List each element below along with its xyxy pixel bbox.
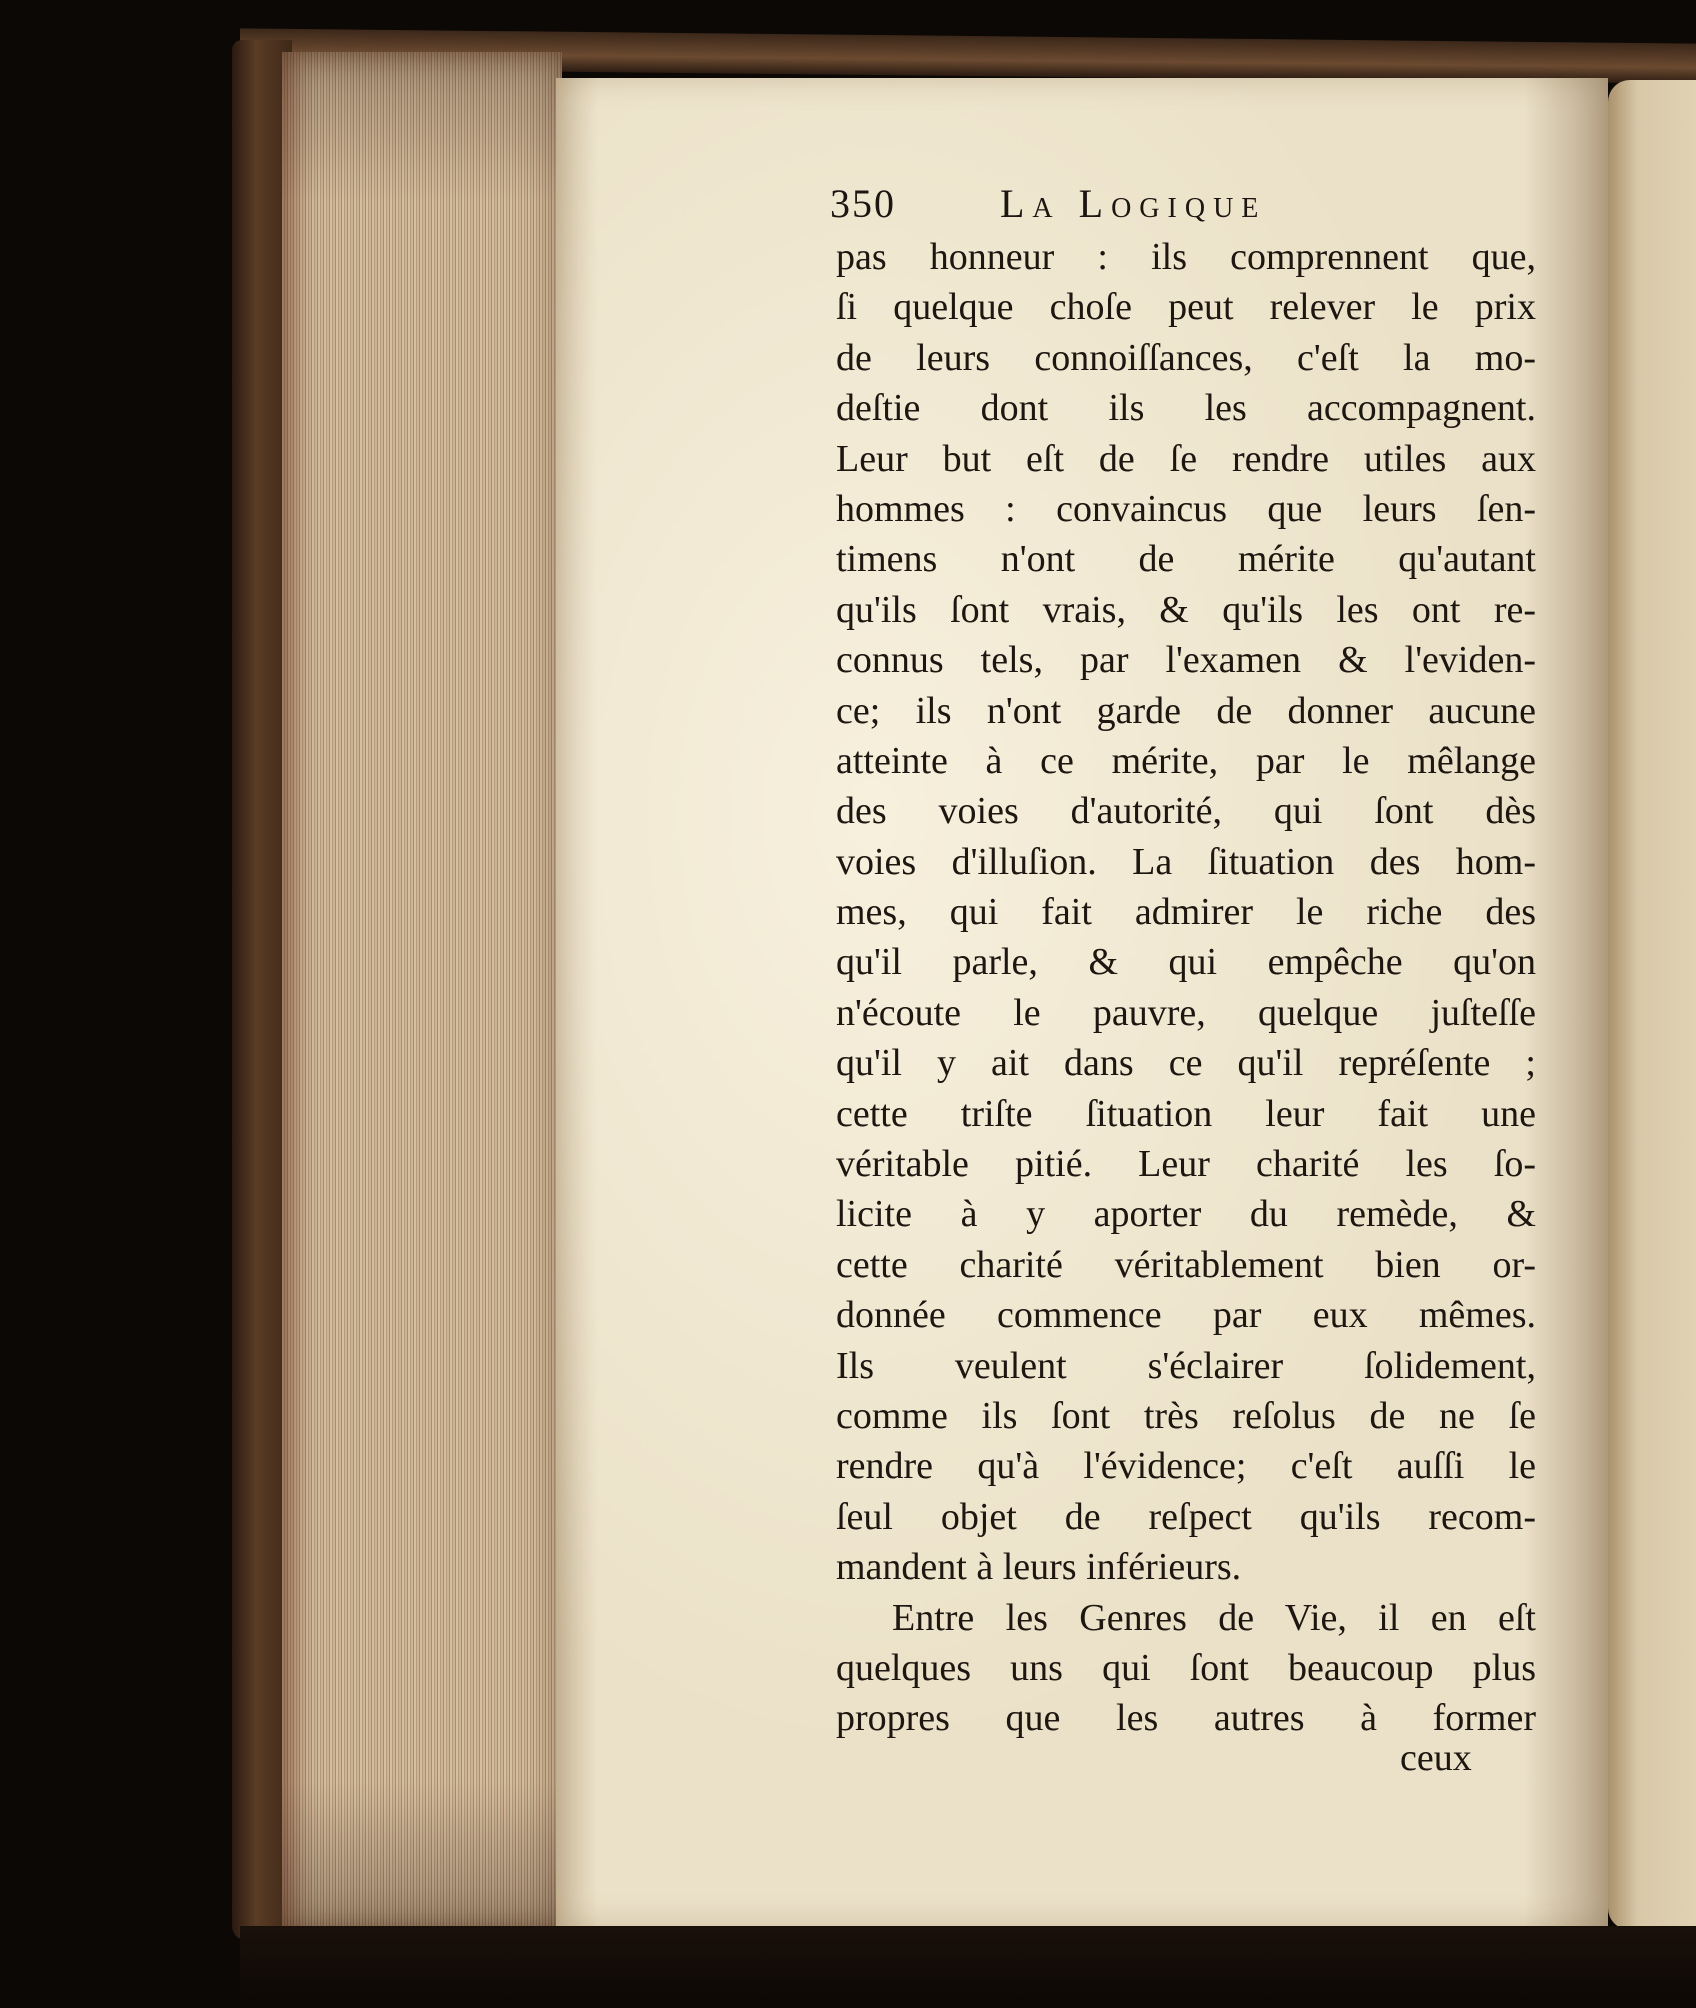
text-line: n'écoute le pauvre, quelque juſteſſe <box>836 991 1536 1034</box>
text-line: cette charité véritablement bien or- <box>836 1243 1536 1286</box>
text-line: ſi quelque choſe peut relever le prix <box>836 286 1536 329</box>
text-line: qu'il y ait dans ce qu'il repréſente ; <box>836 1042 1536 1085</box>
text-line: Entre les Genres de Vie, il en eſt <box>892 1596 1536 1639</box>
text-line: véritable pitié. Leur charité les ſo- <box>836 1143 1536 1186</box>
text-line: atteinte à ce mérite, par le mêlange <box>836 739 1536 782</box>
text-line: des voies d'autorité, qui ſont dès <box>836 790 1536 833</box>
text-line: comme ils ſont très reſolus de ne ſe <box>836 1394 1536 1437</box>
text-line: ce; ils n'ont garde de donner aucune <box>836 689 1536 732</box>
text-line: mes, qui fait admirer le riche des <box>836 891 1536 934</box>
text-line: rendre qu'à l'évidence; c'eſt auſſi le <box>836 1445 1536 1488</box>
text-line: ſeul objet de reſpect qu'ils recom- <box>836 1495 1536 1538</box>
text-line: qu'ils ſont vrais, & qu'ils les ont re- <box>836 588 1536 631</box>
facing-page-edge <box>1608 80 1696 1930</box>
text-line: de leurs connoiſſances, c'eſt la mo- <box>836 336 1536 379</box>
text-line: pas honneur : ils comprennent que, <box>836 236 1536 278</box>
text-line: timens n'ont de mérite qu'autant <box>836 538 1536 581</box>
catchword: ceux <box>1400 1737 1472 1779</box>
text-line: voies d'illuſion. La ſituation des hom- <box>836 840 1536 883</box>
text-line: Ils veulent s'éclairer ſolidement, <box>836 1344 1536 1387</box>
text-line: qu'il parle, & qui empêche qu'on <box>836 941 1536 984</box>
text-line: Leur but eſt de ſe rendre utiles aux <box>836 437 1536 480</box>
page-edges <box>282 52 562 1932</box>
scan-background-bottom <box>240 1926 1696 2008</box>
text-line: cette triſte ſituation leur fait une <box>836 1092 1536 1135</box>
text-line: mandent à leurs inférieurs. <box>836 1546 1242 1589</box>
text-line: licite à y aporter du remède, & <box>836 1193 1536 1236</box>
text-line: donnée commence par eux mêmes. <box>836 1294 1536 1337</box>
running-title: La Logique <box>1000 181 1267 226</box>
page-number: 350 <box>830 181 896 226</box>
text-line: hommes : convaincus que leurs ſen- <box>836 487 1536 530</box>
text-line: connus tels, par l'examen & l'eviden- <box>836 639 1536 682</box>
body-text <box>836 232 1536 1744</box>
text-line: deſtie dont ils les accompagnent. <box>836 387 1536 430</box>
text-line: quelques uns qui ſont beaucoup plus <box>836 1646 1536 1689</box>
running-head <box>830 176 1530 232</box>
text-line: propres que les autres à former <box>836 1697 1536 1740</box>
